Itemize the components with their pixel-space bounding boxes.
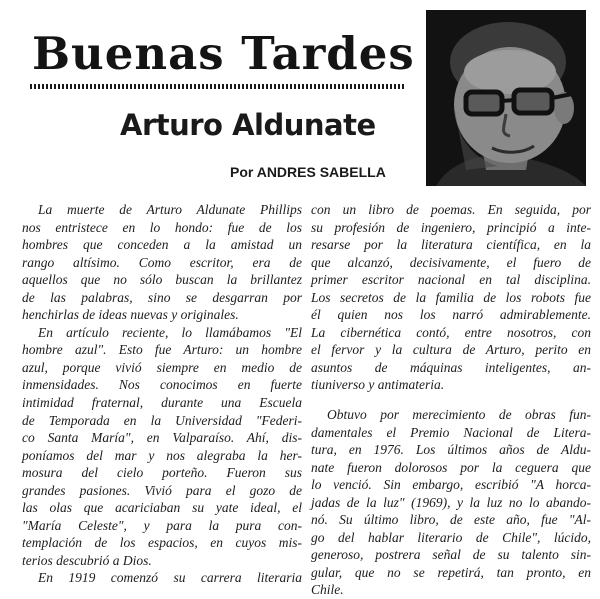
portrait-illustration	[426, 10, 586, 186]
body-line: nó. Su último libro, de este año, fue "Al-	[311, 512, 591, 528]
body-line: generoso, postrera señal de su talento sin-	[311, 547, 591, 563]
body-line: el fervor y la cultura de Arturo, perito en	[311, 342, 591, 358]
article-byline: Por ANDRES SABELLA	[230, 164, 386, 180]
body-line: nos entristece en lo hondo: fue de los	[22, 219, 302, 235]
author-portrait	[426, 10, 586, 186]
body-line: templación de los espacios, en cuyos mis-	[22, 535, 302, 551]
body-line: resarse por la literatura científica, en la	[311, 237, 591, 253]
body-line: La muerte de Arturo Aldunate Phillips	[38, 202, 302, 217]
body-line: tura, en 1976. Los últimos años de Aldu-	[311, 442, 591, 458]
masthead-rule	[30, 84, 406, 89]
body-line: Obtuvo por merecimiento de obras fun-	[327, 407, 591, 423]
article-column-left	[22, 201, 302, 587]
body-line: Los secretos de la familia de los robots fue	[311, 289, 591, 305]
body-line: intimidad fraternal, durante una Escuela	[22, 395, 302, 411]
article-headline: Arturo Aldunate	[120, 108, 376, 142]
body-line: go del hablar literario de Chile", lúcido,	[311, 529, 591, 545]
body-line: lo venció. Sin embargo, escribió "A horca-	[311, 477, 591, 493]
body-line: azul, porque vivió siempre en medio de	[22, 359, 302, 375]
body-line: aquellos que no sólo buscan la brillantez	[22, 272, 302, 288]
body-line: co Santa María", en Valparaíso. Ahí, dis-	[22, 430, 302, 446]
body-line: de las palabras, sino se desgarran por	[22, 289, 302, 305]
body-line: Chile.	[311, 582, 344, 598]
body-line: tiuniverso y antimateria.	[311, 377, 445, 393]
body-line: las olas que acariciaban su yate ideal, el	[22, 500, 302, 516]
body-line: su profesión de ingeniero, principió a inte-	[311, 219, 591, 235]
body-line: En 1919 comenzó su carrera literaria	[38, 570, 302, 586]
body-line: nate fueron dolorosos por la ceguera que	[311, 459, 591, 475]
body-line: En artículo reciente, lo llamábamos "El	[38, 324, 302, 340]
body-line: hombre azul". Esto fue Arturo: un hombre	[22, 342, 302, 358]
body-line: hombres que conceden a la amistad un	[22, 237, 302, 253]
body-line: La cibernética contó, entre nosotros, con	[311, 324, 591, 340]
body-line: asuntos de máquinas inteligentes, an-	[311, 359, 591, 375]
body-line: henchirlas de ideas nuevas y originales.	[22, 307, 239, 323]
body-line: de Temporada en la Universidad "Federi-	[22, 412, 302, 428]
body-line: primer escritor nacional en tal disciplina.	[311, 272, 591, 288]
body-line: que alcanzó, decisivamente, el fuero de	[311, 254, 591, 270]
body-line: poníamos del mar y nos alegraba la her-	[22, 447, 302, 463]
body-line: mosura del cielo porteño. Fueron sus	[22, 465, 302, 481]
article-column-right	[311, 201, 591, 599]
body-line: damentales el Premio Nacional de Litera-	[311, 424, 591, 440]
body-line: jadas de la luz" (1969), y la luz no lo abando-	[311, 494, 591, 510]
body-line: gular, que no se repetirá, tan pronto, en	[311, 564, 591, 580]
body-line: él quien nos los narró admirablemente.	[311, 307, 591, 323]
body-line: rango altísimo. Como escritor, era de	[22, 254, 302, 270]
body-line: terios descubrió a Dios.	[22, 552, 152, 568]
body-line: "María Celeste", y para la pura con-	[22, 517, 302, 533]
body-line: inmensidades. Nos conocimos en fuerte	[22, 377, 302, 393]
body-line: con un libro de poemas. En seguida, por	[311, 202, 591, 217]
body-line: grandes pasiones. Vivió para el gozo de	[22, 482, 302, 498]
paragraph-gap	[311, 394, 591, 406]
masthead	[22, 24, 415, 88]
masthead-title: Buenas Tardes	[32, 27, 415, 80]
